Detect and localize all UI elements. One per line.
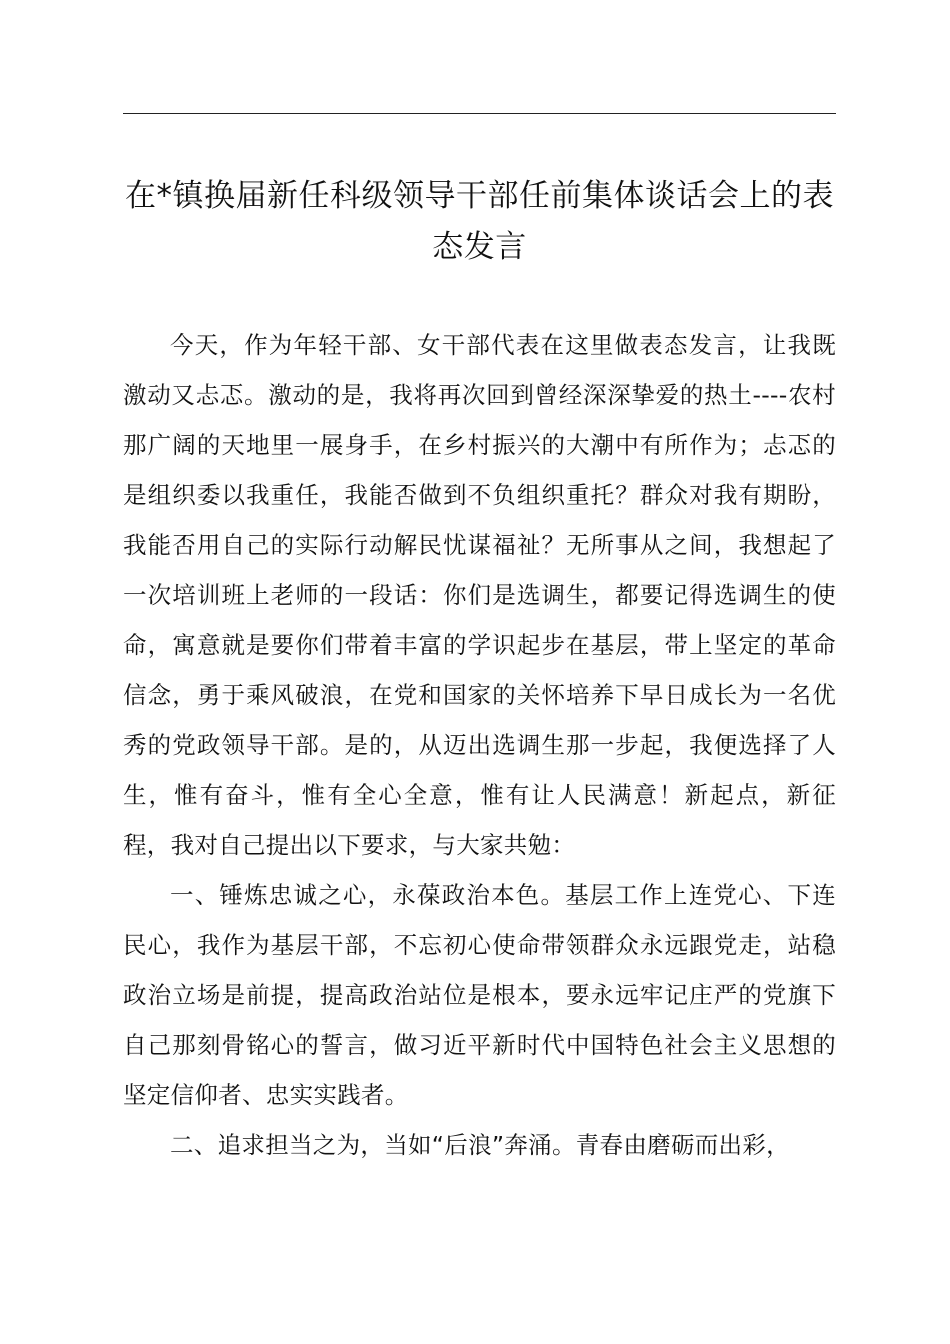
paragraph-point-one: 一、锤炼忠诚之心，永葆政治本色。基层工作上连党心、下连民心，我作为基层干部，不忘初心使命带领群众永远跟党走，站稳政治立场是前提，提高政治站位是根本，要永远牢记庄严的党旗下自己那刻骨铭心的誓言，做习近平新时代中国特色社会主义思想的坚定信仰者、忠实实践者。 bbox=[123, 881, 836, 1109]
paragraph-intro: 今天，作为年轻干部、女干部代表在这里做表态发言，让我既激动又忐忑。激动的是，我将再次回到曾经深深挚爱的热土----农村那广阔的天地里一展身手，在乡村振兴的大潮中有所作为；忐忑的是组织委以我重任，我能否做到不负组织重托？群众对我有期盼，我能否用自己的实际行动解民忧谋福祉？无所事从之间，我想起了一次培训班上老师的一段话：你们是选调生，都要记得选调生的使命，寓意就是要你们带着丰富的学识起步在基层，带上坚定的革命信念，勇于乘风破浪，在党和国家的关怀培养下早日成长为一名优秀的党政领导干部。是的，从迈出选调生那一步起，我便选择了人生，惟有奋斗，惟有全心全意，惟有让人民满意！新起点，新征程，我对自己提出以下要求，与大家共勉： bbox=[123, 331, 836, 859]
document-title: 在*镇换届新任科级领导干部任前集体谈话会上的表态发言 bbox=[125, 178, 834, 265]
paragraph-point-two: 二、追求担当之为，当如“后浪”奔涌。青春由磨砺而出彩， bbox=[170, 1131, 790, 1159]
header-rule bbox=[123, 113, 836, 114]
document-body bbox=[123, 320, 836, 1170]
